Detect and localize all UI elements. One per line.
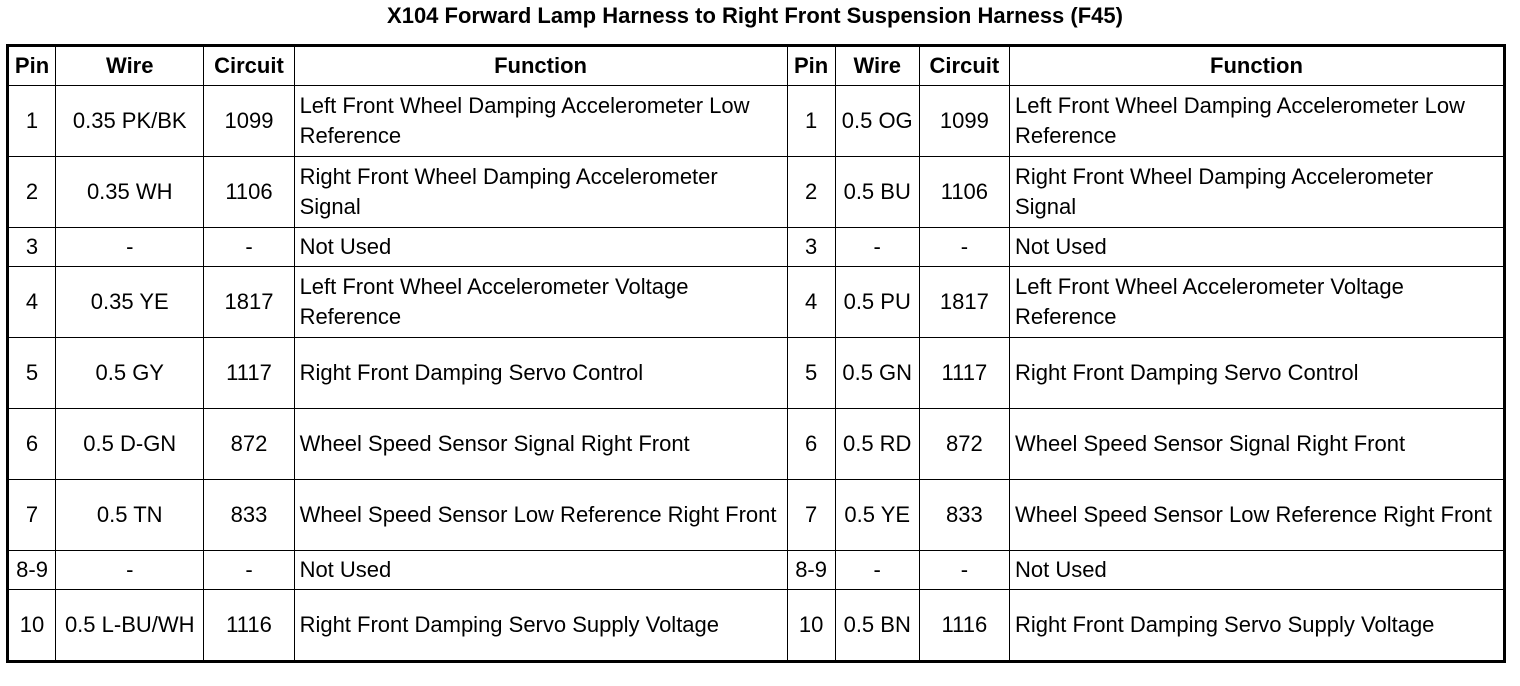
circuit-cell-2: 1106 <box>919 157 1009 228</box>
circuit-cell: 1116 <box>204 590 294 662</box>
function-cell-2: Right Front Damping Servo Control <box>1009 338 1504 409</box>
table-row <box>8 480 1505 551</box>
wire-cell: 0.5 TN <box>56 480 204 551</box>
header-pin-2: Pin <box>787 46 835 86</box>
function-cell: Wheel Speed Sensor Signal Right Front <box>294 409 787 480</box>
pin-cell: 3 <box>8 228 56 267</box>
circuit-cell: 1817 <box>204 267 294 338</box>
pin-cell: 5 <box>8 338 56 409</box>
wire-cell-2: 0.5 OG <box>835 86 919 157</box>
pin-cell: 10 <box>8 590 56 662</box>
function-cell: Left Front Wheel Accelerometer Voltage Reference <box>294 267 787 338</box>
circuit-cell-2: - <box>919 228 1009 267</box>
pin-cell-2: 10 <box>787 590 835 662</box>
table-row <box>8 590 1505 662</box>
function-cell-2: Left Front Wheel Accelerometer Voltage Reference <box>1009 267 1504 338</box>
wire-cell-2: - <box>835 551 919 590</box>
function-cell: Not Used <box>294 551 787 590</box>
table-row <box>8 551 1505 590</box>
table-row <box>8 409 1505 480</box>
circuit-cell-2: 1099 <box>919 86 1009 157</box>
pin-cell-2: 5 <box>787 338 835 409</box>
header-function-2: Function <box>1009 46 1504 86</box>
circuit-cell: 833 <box>204 480 294 551</box>
pin-cell-2: 2 <box>787 157 835 228</box>
circuit-cell-2: 872 <box>919 409 1009 480</box>
circuit-cell-2: 1116 <box>919 590 1009 662</box>
pin-cell-2: 6 <box>787 409 835 480</box>
circuit-cell: 1106 <box>204 157 294 228</box>
circuit-cell-2: 1817 <box>919 267 1009 338</box>
wire-cell-2: 0.5 GN <box>835 338 919 409</box>
table-row <box>8 228 1505 267</box>
pin-cell: 7 <box>8 480 56 551</box>
wire-cell: 0.5 GY <box>56 338 204 409</box>
wire-cell: - <box>56 228 204 267</box>
pin-cell: 4 <box>8 267 56 338</box>
function-cell-2: Wheel Speed Sensor Low Reference Right Front <box>1009 480 1504 551</box>
circuit-cell: 1117 <box>204 338 294 409</box>
table-row <box>8 267 1505 338</box>
pin-cell-2: 4 <box>787 267 835 338</box>
function-cell-2: Not Used <box>1009 228 1504 267</box>
wire-cell: 0.5 D-GN <box>56 409 204 480</box>
function-cell: Wheel Speed Sensor Low Reference Right Front <box>294 480 787 551</box>
function-cell: Right Front Damping Servo Supply Voltage <box>294 590 787 662</box>
wire-cell-2: - <box>835 228 919 267</box>
circuit-cell-2: - <box>919 551 1009 590</box>
pin-cell-2: 1 <box>787 86 835 157</box>
pin-cell-2: 3 <box>787 228 835 267</box>
pin-cell: 8-9 <box>8 551 56 590</box>
pin-cell-2: 7 <box>787 480 835 551</box>
function-cell-2: Left Front Wheel Damping Accelerometer Low Reference <box>1009 86 1504 157</box>
table-row <box>8 86 1505 157</box>
header-wire-2: Wire <box>835 46 919 86</box>
circuit-cell: - <box>204 228 294 267</box>
wire-cell-2: 0.5 RD <box>835 409 919 480</box>
wire-cell: 0.35 WH <box>56 157 204 228</box>
table-row <box>8 157 1505 228</box>
function-cell: Not Used <box>294 228 787 267</box>
page-title: X104 Forward Lamp Harness to Right Front Suspension Harness (F45) <box>387 3 1123 28</box>
connector-pinout-table <box>6 44 1506 663</box>
function-cell: Right Front Wheel Damping Accelerometer Signal <box>294 157 787 228</box>
function-cell-2: Not Used <box>1009 551 1504 590</box>
wire-cell: - <box>56 551 204 590</box>
header-wire: Wire <box>56 46 204 86</box>
header-circuit-2: Circuit <box>919 46 1009 86</box>
wire-cell-2: 0.5 YE <box>835 480 919 551</box>
header-pin: Pin <box>8 46 56 86</box>
table-row <box>8 338 1505 409</box>
table-header-row <box>8 46 1505 86</box>
wire-cell-2: 0.5 BN <box>835 590 919 662</box>
function-cell-2: Right Front Damping Servo Supply Voltage <box>1009 590 1504 662</box>
function-cell-2: Right Front Wheel Damping Accelerometer Signal <box>1009 157 1504 228</box>
wire-cell: 0.5 L-BU/WH <box>56 590 204 662</box>
pin-cell: 1 <box>8 86 56 157</box>
circuit-cell: 1099 <box>204 86 294 157</box>
wire-cell-2: 0.5 BU <box>835 157 919 228</box>
function-cell: Left Front Wheel Damping Accelerometer Low Reference <box>294 86 787 157</box>
pin-cell-2: 8-9 <box>787 551 835 590</box>
circuit-cell: - <box>204 551 294 590</box>
function-cell: Right Front Damping Servo Control <box>294 338 787 409</box>
header-function: Function <box>294 46 787 86</box>
wire-cell: 0.35 PK/BK <box>56 86 204 157</box>
wire-cell: 0.35 YE <box>56 267 204 338</box>
circuit-cell-2: 833 <box>919 480 1009 551</box>
circuit-cell-2: 1117 <box>919 338 1009 409</box>
header-circuit: Circuit <box>204 46 294 86</box>
function-cell-2: Wheel Speed Sensor Signal Right Front <box>1009 409 1504 480</box>
pin-cell: 6 <box>8 409 56 480</box>
pin-cell: 2 <box>8 157 56 228</box>
circuit-cell: 872 <box>204 409 294 480</box>
wire-cell-2: 0.5 PU <box>835 267 919 338</box>
